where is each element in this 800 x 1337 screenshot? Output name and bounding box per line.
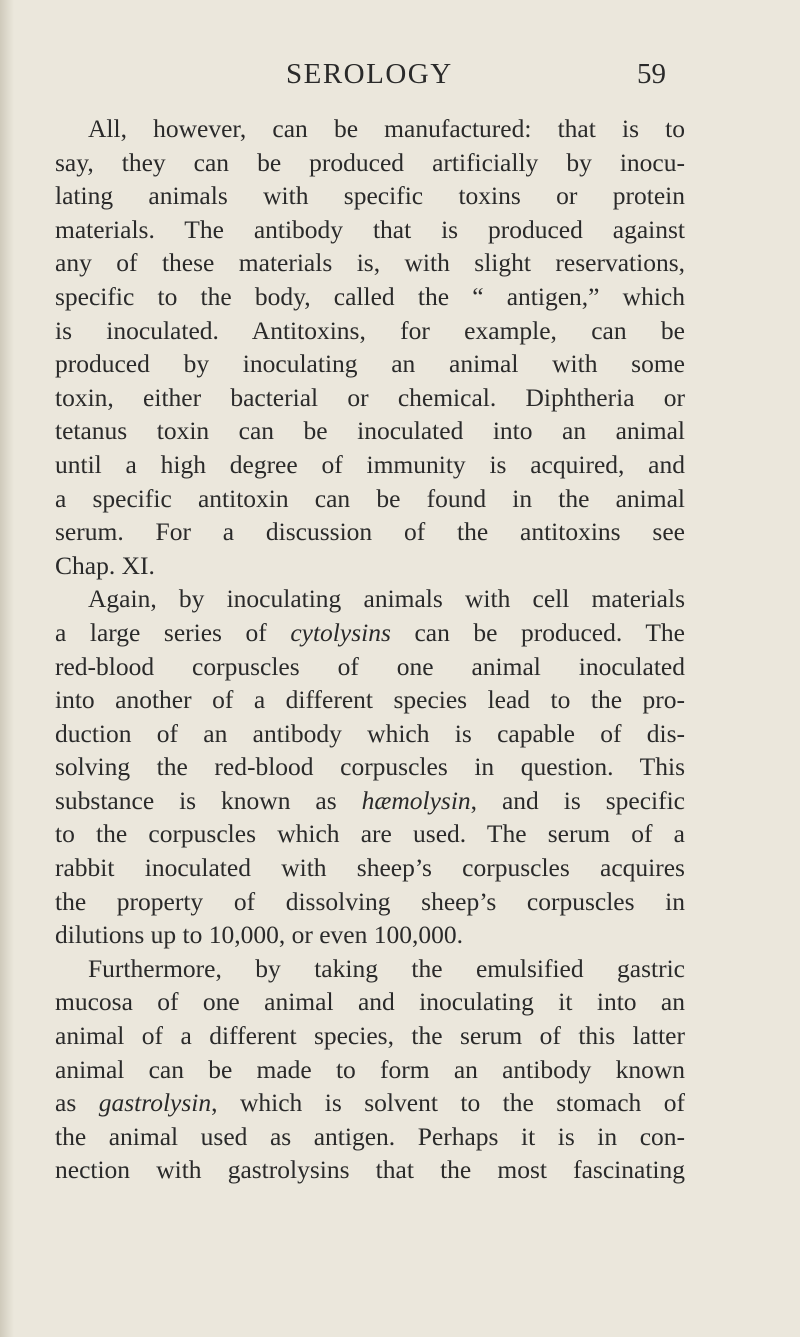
running-title: SEROLOGY: [286, 58, 453, 90]
text-run: the animal used as antigen. Perhaps it is in con-: [55, 1121, 685, 1151]
text-run: to the corpuscles which are used. The serum of a: [55, 819, 685, 849]
text-line: [55, 1019, 685, 1053]
text-run: duction of an antibody which is capable of dis-: [55, 718, 685, 748]
text-run: the property of dissolving sheep’s corpuscles in: [55, 886, 685, 916]
text-line: [55, 179, 685, 213]
text-run: red-blood corpuscles of one animal inoculated: [55, 651, 685, 681]
paragraph: [55, 112, 685, 582]
text-run: any of these materials is, with slight reservations,: [55, 248, 685, 278]
text-line: [55, 280, 685, 314]
text-run: lating animals with specific toxins or protein: [55, 181, 685, 211]
italic-term: gastrolysin: [98, 1088, 212, 1118]
page-number: 59: [637, 58, 666, 90]
text-line: [55, 1053, 685, 1087]
text-run: mucosa of one animal and inoculating it into an: [55, 987, 685, 1017]
text-line: [55, 1086, 685, 1120]
text-line: [55, 1120, 685, 1154]
text-line: [55, 213, 685, 247]
text-line: [55, 381, 685, 415]
text-run: into another of a different species lead to the pro-: [55, 685, 685, 715]
text-run: , which is solvent to the stomach of: [211, 1088, 685, 1118]
text-run: until a high degree of immunity is acquired, and: [55, 449, 685, 479]
running-head: [0, 58, 800, 98]
text-run: as: [55, 1088, 99, 1118]
text-line: [55, 414, 685, 448]
text-run: animal can be made to form an antibody known: [55, 1054, 685, 1084]
text-run: Again, by inoculating animals with cell materials: [88, 584, 685, 614]
text-line: [55, 952, 685, 986]
italic-term: hæmolysin: [361, 785, 471, 815]
text-line: [55, 112, 685, 146]
italic-term: cytolysins: [290, 617, 391, 647]
text-line: [55, 448, 685, 482]
text-run: animal of a different species, the serum of this latter: [55, 1021, 685, 1051]
text-run: a large series of: [55, 617, 291, 647]
text-run: toxin, either bacterial or chemical. Diphtheria or: [55, 382, 685, 412]
text-line: [55, 549, 685, 583]
text-run: serum. For a discussion of the antitoxins see: [55, 517, 685, 547]
text-run: dilutions up to 10,000, or even 100,000.: [55, 920, 463, 950]
text-line: [55, 347, 685, 381]
text-run: nection with gastrolysins that the most fascinating: [55, 1155, 685, 1185]
text-line: [55, 246, 685, 280]
text-run: materials. The antibody that is produced against: [55, 214, 685, 244]
text-line: [55, 918, 685, 952]
text-line: [55, 314, 685, 348]
text-line: [55, 683, 685, 717]
text-run: produced by inoculating an animal with some: [55, 349, 685, 379]
text-line: [55, 482, 685, 516]
text-line: [55, 851, 685, 885]
text-run: Furthermore, by taking the emulsified gastric: [88, 953, 685, 983]
text-line: [55, 985, 685, 1019]
paragraph: [55, 582, 685, 952]
text-line: [55, 616, 685, 650]
text-run: tetanus toxin can be inoculated into an animal: [55, 416, 685, 446]
text-run: a specific antitoxin can be found in the animal: [55, 483, 685, 513]
text-line: [55, 1153, 685, 1187]
paragraph: [55, 952, 685, 1187]
text-run: say, they can be produced artificially by inocu-: [55, 147, 685, 177]
text-run: substance is known as: [55, 785, 362, 815]
text-run: is inoculated. Antitoxins, for example, can be: [55, 315, 685, 345]
text-run: can be produced. The: [390, 617, 685, 647]
text-line: [55, 582, 685, 616]
text-line: [55, 817, 685, 851]
text-line: [55, 885, 685, 919]
text-line: [55, 750, 685, 784]
text-line: [55, 784, 685, 818]
text-line: [55, 146, 685, 180]
text-run: rabbit inoculated with sheep’s corpuscles acquires: [55, 853, 685, 883]
text-run: Chap. XI.: [55, 550, 155, 580]
body-text: [55, 112, 685, 1187]
text-run: specific to the body, called the “ antigen,” which: [55, 281, 685, 311]
text-line: [55, 515, 685, 549]
text-line: [55, 650, 685, 684]
text-run: solving the red-blood corpuscles in question. This: [55, 752, 685, 782]
text-line: [55, 717, 685, 751]
text-run: All, however, can be manufactured: that is to: [88, 114, 685, 143]
text-run: , and is specific: [470, 785, 685, 815]
